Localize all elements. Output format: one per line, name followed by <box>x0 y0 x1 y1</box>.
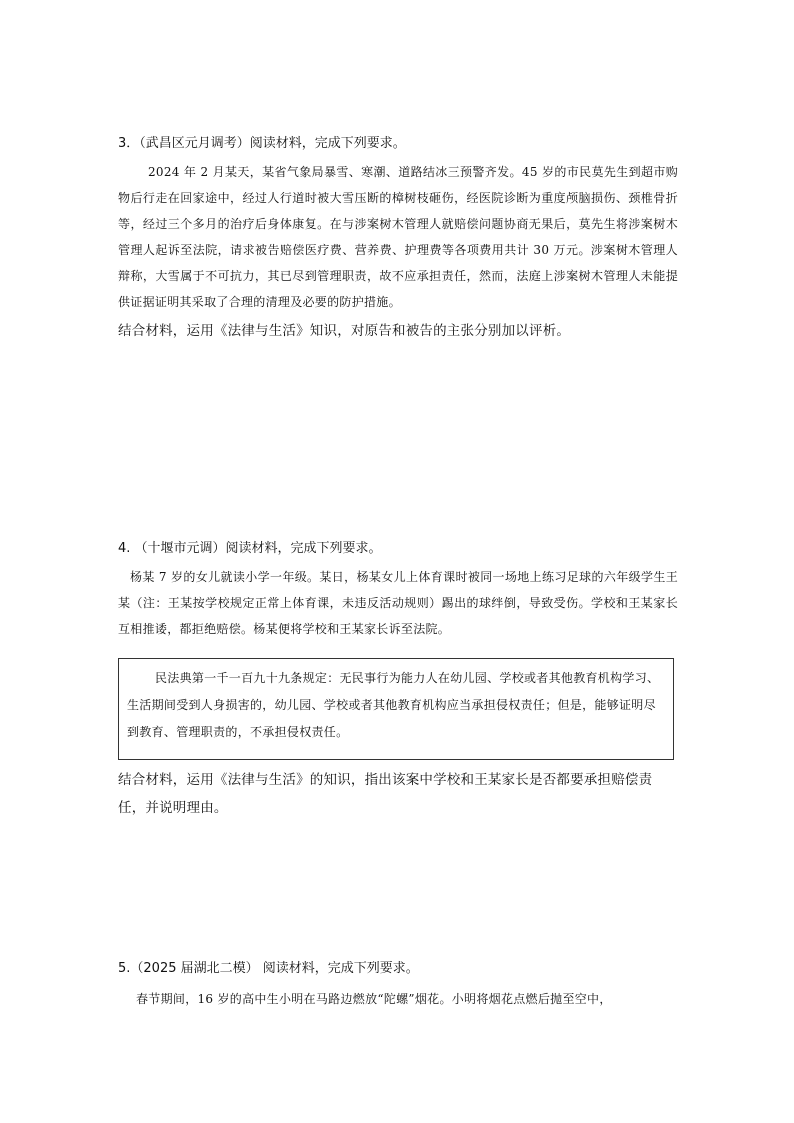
question-4-material: 杨某 7 岁的女儿就读小学一年级。某日，杨某女儿上体育课时被同一场地上练习足球的六年级学生王某（注：王某按学校规定正常上体育课，未违反活动规则）踢出的球绊倒，导致受伤。学校和王某家长互相推诿，都拒绝赔偿。杨某便将学校和王某家长诉至法院。 <box>118 570 678 636</box>
question-3-heading: 3．（武昌区元月调考）阅读材料，完成下列要求。 <box>118 136 406 151</box>
question-3 <box>118 135 678 345</box>
question-4-task: 结合材料，运用《法律与生活》的知识，指出该案中学校和王某家长是否都要承担赔偿责任，并说明理由。 <box>118 772 653 816</box>
question-5-material: 春节期间，16 岁的高中生小明在马路边燃放“陀螺”烟花。小明将烟花点燃后抛至空中， <box>136 992 612 1006</box>
question-5 <box>118 960 678 1012</box>
question-4 <box>118 540 678 642</box>
question-5-heading: 5.（2025 届湖北二模） 阅读材料，完成下列要求。 <box>118 961 419 976</box>
question-4-heading: 4. （十堰市元调）阅读材料，完成下列要求。 <box>118 541 382 556</box>
law-excerpt-text: 民法典第一千一百九十九条规定：无民事行为能力人在幼儿园、学校或者其他教育机构学习、生活期间受到人身损害的，幼儿园、学校或者其他教育机构应当承担侵权责任；但是，能够证明尽到教育、管理职责的，不承担侵权责任。 <box>127 671 660 739</box>
question-3-material: 2024 年 2 月某天，某省气象局暴雪、寒潮、道路结冰三预警齐发。45 岁的市民莫先生到超市购物后行走在回家途中，经过人行道时被大雪压断的樟树枝砸伤，经医院诊断为重度颅脑损伤、颈椎骨折等，经过三个多月的治疗后身体康复。在与涉案树木管理人就赔偿问题协商无果后，莫先生将涉案树木管理人起诉至法院，请求被告赔偿医疗费、营养费、护理费等各项费用共计 30 万元。涉案树木管理人辩称，大雪属于不可抗力，其已尽到管理职责，故不应承担责任，然而，法庭上涉案树木管理人未能提供证据证明其采取了合理的清理及必要的防护措施。 <box>118 165 678 309</box>
law-excerpt-box <box>118 658 674 760</box>
question-3-task: 结合材料，运用《法律与生活》知识，对原告和被告的主张分别加以评析。 <box>118 323 571 339</box>
question-4-task-block <box>118 766 678 822</box>
